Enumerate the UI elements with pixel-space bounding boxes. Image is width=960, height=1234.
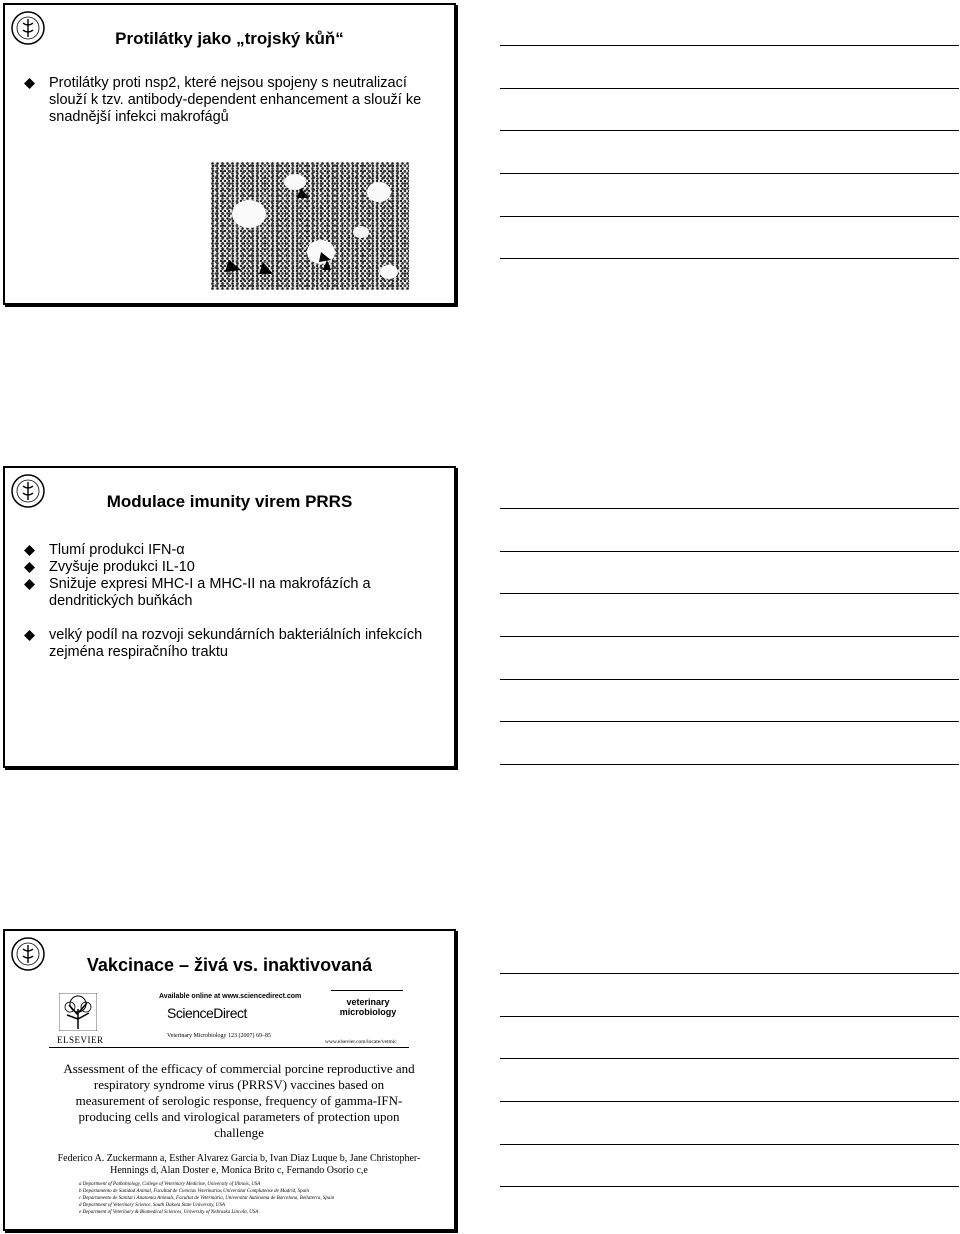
diamond-bullet-icon <box>24 78 35 89</box>
bullet-item: Snižuje expresi MHC-I a MHC-II na makrofázích a dendritických buňkách <box>19 576 440 610</box>
slide-1 <box>3 3 456 305</box>
affiliation: a Department of Pathobiology, College of Veterinary Medicine, University of Illinois, USA <box>79 1182 261 1187</box>
journal-reference: Veterinary Microbiology 123 (2007) 69–85 <box>167 1033 271 1039</box>
affiliation: e Department of Veterinary & Biomedical Sciences, University of Nebraska Lincoln, USA <box>79 1210 259 1215</box>
available-online-text: Available online at www.sciencedirect.com <box>159 993 302 1000</box>
slide-title: Vakcinace – živá vs. inaktivovaná <box>86 955 373 975</box>
bullet-item: Protilátky proti nsp2, které nejsou spojeny s neutralizací slouží k tzv. antibody-dependent enhancement a slouží ke snadnější infekci makrofágů <box>19 75 440 126</box>
journal-name: veterinary microbiology <box>339 997 397 1017</box>
article-affiliations <box>79 1181 429 1216</box>
affiliation: b Departamento de Sanidad Animal, Facultad de Ciencias Veterinarias Universitat Complutense de Madrid, Spain <box>79 1189 310 1194</box>
affiliation: d Department of Veterinary Science, South Dakota State University, USA <box>79 1203 225 1208</box>
bullet-item: velký podíl na rozvoji sekundárních bakteriálních infekcích zejména respiračního traktu <box>19 627 440 661</box>
article-authors: Federico A. Zuckermann a, Esther Alvarez Garcia b, Ivan Diaz Luque b, Jane Christopher-Hennings d, Alan Doster e, Monica Brito c, Fernando Osorio c,e <box>57 1153 421 1176</box>
diamond-bullet-icon <box>24 630 35 641</box>
diamond-bullet-icon <box>24 579 35 590</box>
diamond-bullet-icon <box>24 545 35 556</box>
bullet-item: Tlumí produkci IFN-α <box>19 542 440 559</box>
slide-title: Modulace imunity virem PRRS <box>106 492 353 511</box>
bullet-list <box>19 542 440 661</box>
histology-micrograph <box>211 162 409 290</box>
publisher-name: ELSEVIER <box>57 1035 104 1045</box>
slide-2 <box>3 466 456 768</box>
slide-3 <box>3 929 456 1231</box>
sciencedirect-logo: ScienceDirect <box>167 1005 247 1021</box>
bullet-item: Zvyšuje produkci IL-10 <box>19 559 440 576</box>
journal-url: www.elsevier.com/locate/vetmic <box>325 1039 397 1045</box>
affiliation: c Departamento de Sanitat i Anatomia Animals, Facultat de Veterinària, Universitat Autònoma de Barcelona, Bellaterra, Spain <box>79 1196 335 1201</box>
bullet-list <box>19 75 440 126</box>
slide-title: Protilátky jako „trojský kůň“ <box>115 29 344 48</box>
article-title: Assessment of the efficacy of commercial porcine reproductive and respiratory syndrome virus (PRRSV) vaccines based on measurement of serologic response, frequency of gamma-IFN-producing cells and virological parameters of protection upon challenge <box>63 1061 415 1140</box>
elsevier-tree-logo-icon <box>59 993 97 1031</box>
diamond-bullet-icon <box>24 562 35 573</box>
article-screenshot <box>39 987 439 1225</box>
divider <box>331 990 403 991</box>
divider <box>49 1047 409 1048</box>
